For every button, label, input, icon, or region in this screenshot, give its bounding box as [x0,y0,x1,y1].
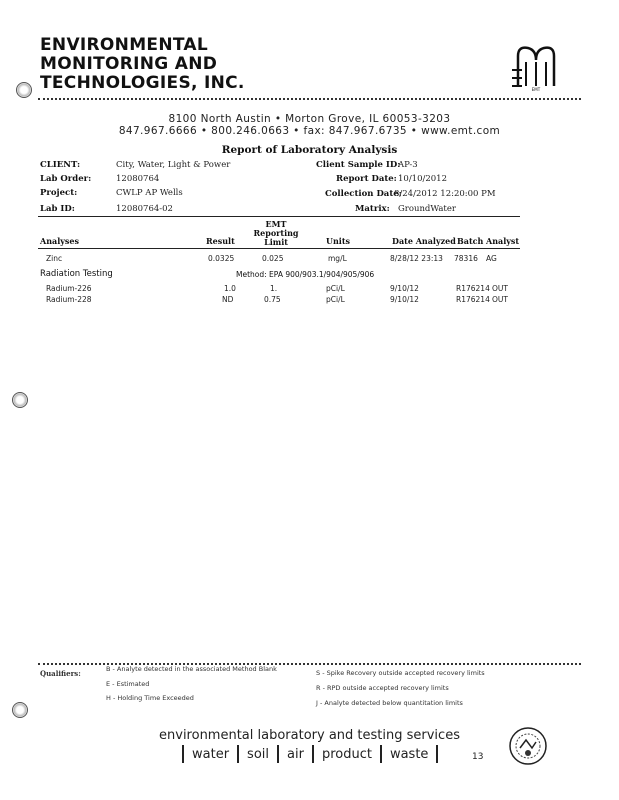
report-date-value: 10/10/2012 [398,174,447,184]
fields-divider [38,216,520,217]
service-item: soil [247,746,269,762]
footer-services [174,745,446,763]
service-item: product [321,746,372,762]
zinc-analyst: AG [486,254,497,263]
logo-text: EMT [531,87,541,92]
rad-analyst: OUT [492,295,508,304]
project-label: Project: [40,188,78,198]
qualifiers-label: Qualifiers: [40,669,81,678]
qualifier-item: E - Estimated [106,680,150,688]
company-contact: 847.967.6666 • 800.246.0663 • fax: 847.967.6735 • www.emt.com [118,125,501,137]
qualifier-item: S - Spike Recovery outside accepted recovery limits [316,669,485,677]
report-title: Report of Laboratory Analysis [221,144,398,156]
service-separator [182,745,184,763]
col-header-limit-line-2: Reporting [253,228,299,238]
zinc-batch: 78316 [454,254,478,263]
qualifier-item: R - RPD outside accepted recovery limits [316,684,449,692]
company-name-line-2: MONITORING AND [40,54,218,74]
col-header-analyst: Analyst [486,236,520,246]
rad-result: ND [222,295,234,304]
service-separator [277,745,279,763]
service-item: water [192,746,230,762]
rad-analyst: OUT [492,284,508,293]
rad-units: pCi/L [326,284,345,293]
qualifier-item: B - Analyte detected in the associated Method Blank [106,665,277,673]
client-value: City, Water, Light & Power [116,160,231,170]
lab-order-label: Lab Order: [40,174,92,184]
footer-tagline: environmental laboratory and testing services [159,728,460,743]
service-separator [237,745,239,763]
section-method: Method: EPA 900/903.1/904/905/906 [236,270,375,279]
rad-result: 1.0 [224,284,236,293]
punch-hole-icon [16,82,32,98]
service-item: air [287,746,304,762]
col-header-reporting-limit [252,220,300,247]
company-name-line-1: ENVIRONMENTAL [40,35,209,55]
rad-batch: R176214 [456,284,490,293]
company-logo [508,40,564,92]
service-separator [436,745,438,763]
collection-date-value: 8/24/2012 12:20:00 PM [394,189,496,199]
zinc-date: 8/28/12 23:13 [390,254,443,263]
zinc-limit: 0.025 [262,254,284,263]
lab-order-value: 12080764 [116,174,160,184]
matrix-value: GroundWater [398,204,456,214]
lab-id-label: Lab ID: [40,204,75,214]
client-sample-id-label: Client Sample ID: [316,160,401,170]
punch-hole-icon [12,702,28,718]
rad-date: 9/10/12 [390,295,419,304]
table-row-zinc [0,254,619,264]
zinc-analysis: Zinc [46,254,63,263]
client-sample-id-value: AP-3 [398,160,418,170]
collection-date-label: Collection Date: [325,189,402,199]
rad-batch: R176214 [456,295,490,304]
section-title-radiation: Radiation Testing [40,269,113,279]
certification-seal-icon [508,726,548,766]
service-item: waste [389,746,429,762]
rad-analysis: Radium-226 [46,284,92,293]
col-header-analyses: Analyses [40,236,79,246]
col-header-limit-line-3: Limit [264,237,288,247]
rad-units: pCi/L [326,295,345,304]
client-label: CLIENT: [40,160,81,170]
table-row [0,284,619,294]
col-header-units: Units [326,236,351,246]
col-header-result: Result [206,236,235,246]
rad-limit: 0.75 [264,295,281,304]
lab-id-value: 12080764-02 [116,204,173,214]
col-header-date-analyzed: Date Analyzed [392,236,456,246]
project-value: CWLP AP Wells [116,188,183,198]
service-separator [380,745,382,763]
punch-hole-icon [12,392,28,408]
report-date-label: Report Date: [336,174,397,184]
company-name [40,36,245,93]
company-address: 8100 North Austin • Morton Grove, IL 60053-3203 [168,113,451,125]
page-number: 13 [472,752,484,762]
rad-analysis: Radium-228 [46,295,92,304]
zinc-result: 0.0325 [208,254,235,263]
table-header-divider [38,248,520,249]
zinc-units: mg/L [328,254,347,263]
header-divider [38,98,581,100]
matrix-label: Matrix: [355,204,390,214]
table-row [0,295,619,305]
qualifier-item: J - Analyte detected below quantitation limits [316,699,463,707]
service-separator [312,745,314,763]
company-name-line-3: TECHNOLOGIES, INC. [40,73,245,93]
qualifier-item: H - Holding Time Exceeded [106,694,194,702]
rad-limit: 1. [270,284,278,293]
col-header-limit-line-1: EMT [265,219,287,229]
col-header-batch: Batch [457,236,484,246]
rad-date: 9/10/12 [390,284,419,293]
